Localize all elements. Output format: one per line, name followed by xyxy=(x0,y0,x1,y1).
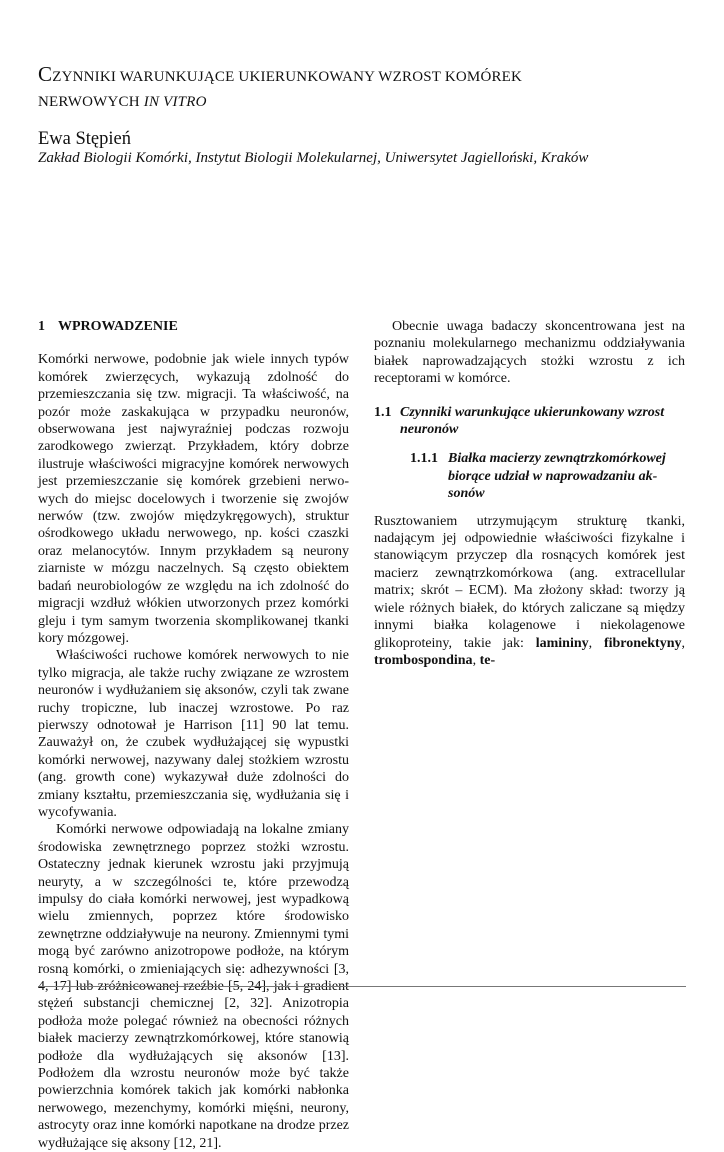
section-heading xyxy=(38,318,349,335)
subsubsection-title: Białka macierzy zewnątrzkomórkowej biorące udział w naprowadzaniu aksonów xyxy=(448,451,666,502)
intro-paragraph-2: Właściwości ruchowe komórek nerwowych to nie tylko migracja, ale także ruchy związane ze wzrostem neuronów i wydłużaniem się aksonów, czyli tak zwane ruchy tropiczne, lub inaczej wzrostowe. Po raz pierwszy odnotował je Harrison [11] 90 lat temu. Zauważył on, że czubek wydłużającej się wypustki komórki nerwowej, nazywany dalej stożkiem wzrostu (ang. growth cone) wykazywał duże zdolności do zmiany kształtu, przemieszczania się, wydłużania się i wycofywania. xyxy=(38,648,349,820)
subsubsection-heading xyxy=(374,450,685,502)
term-separator-3: , xyxy=(472,652,480,668)
author-name: Ewa Stępień xyxy=(38,129,131,149)
intro-paragraph-4: Obecnie uwaga badaczy skoncentrowana jest na poznaniu molekularnego mechanizmu oddziaływania białek naprowadzających stożki wzrostu z ich receptorami w komórce. xyxy=(374,319,685,387)
subsection-number: 1.1 xyxy=(374,404,392,420)
right-column xyxy=(374,318,685,669)
term-fibronektyny: fibronektyny xyxy=(603,635,682,651)
ecm-paragraph xyxy=(374,513,685,670)
title-line-2: NERWOWYCH xyxy=(38,94,144,110)
term-trombospondina: trombospondina xyxy=(374,652,473,668)
footer-rule xyxy=(38,986,686,987)
title-line-1: ZYNNIKI WARUNKUJĄCE UKIERUNKOWANY WZROST KOMÓREK xyxy=(52,69,523,85)
intro-paragraph-1: Komórki nerwowe, podobnie jak wiele innych typów komórek zwierzęcych, wykazują zdolność do przemieszczania się tzw. migracji. Ta właściwość, na pozór może zaskakująca w przypadku neuronów, obserwowana jest najwyraźniej podczas rozwoju zarodkowego zwierząt. Przykładem, który dobrze ilustruje właściwości migracyjne komórek nerwowych jest przemieszczanie się komórek grzebieni nerwowych do miejsc docelowych i tworzenie się zwojów nerwów (tzw. zwojów międzykręgowych), struktur ośrodkowego układu nerwowego, np. kości czaszki oraz melanocytów. Innym przykładem są neurony ziarniste w mózgu naczelnych. Są często obiektem badań neurobiologów ze względu na ich zdolność do migracji wzdłuż włókien utworzonych przez komórki gleju i tym samym tworzenia skomplikowanej tkanki kory mózgowej. xyxy=(38,352,349,646)
subsection-title: Czynniki warunkujące ukierunkowany wzrost neuronów xyxy=(400,404,665,438)
left-column xyxy=(38,318,349,1152)
author-affiliation: Zakład Biologii Komórki, Instytut Biologii Molekularnej, Uniwersytet Jagielloński, Kraków xyxy=(38,150,589,166)
ecm-paragraph-text: Rusztowaniem utrzymującym strukturę tkanki, nadającym jej odpowiednie właściwości fizykalne i stanowiącym przyczep dla rosnących komórek jest macierz zewnątrzkomórkowa (ang. extracellular matrix; skrót – ECM). Ma złożony skład: tworzy ją wiele różnych białek, do których zaliczane są między innymi białka kolagenowe i niekolagenowe glikoproteiny, takie jak: xyxy=(374,513,685,651)
title-initial: C xyxy=(38,62,53,86)
term-separator-1: , xyxy=(588,635,604,651)
section-title: WPROWADZENIE xyxy=(58,319,178,334)
term-te: te- xyxy=(479,652,496,668)
subsection-heading xyxy=(374,404,685,439)
subsubsection-number: 1.1.1 xyxy=(410,451,438,467)
term-lamininy: lamininy xyxy=(535,635,589,651)
intro-paragraph-3: Komórki nerwowe odpowiadają na lokalne zmiany środowiska zewnętrznego poprzez stożki wzrostu. Ostateczny jednak kierunek wzrostu jaki przyjmują neuryty, a w szczególności te, które przewodzą impulsy do ciała komórki nerwowej, jest wypadkową wielu zmiennych, poprzez które środowisko zewnętrzne oddziaływuje na neurony. Zmiennymi tymi mogą być zarówno anizotropowe podłoże, na którym rosną komórki, o zmieniających się: adhezywności [3, 4, 17] lub zróżnicowanej rzeźbie [5, 24], jak i gradient stężeń substancji chemicznej [2, 32]. Anizotropia podłoża może polegać również na obecności różnych białek macierzy zewnątrzkomórkowej, które stanowią podłoże dla wydłużających się aksonów [13]. Podłożem dla wzrostu neuronów może być także powierzchnia komórek takich jak komórki nabłonka nerwowego, mezenchymy, komórki mięśni, neurony, astrocyty oraz inne komórki napotkane na drodze przez wydłużające się aksony [12, 21]. xyxy=(38,822,349,1151)
title-in-vitro: IN VITRO xyxy=(143,94,207,110)
section-number: 1 xyxy=(38,319,45,334)
term-separator-2: , xyxy=(681,635,685,651)
paper-title xyxy=(38,62,678,114)
